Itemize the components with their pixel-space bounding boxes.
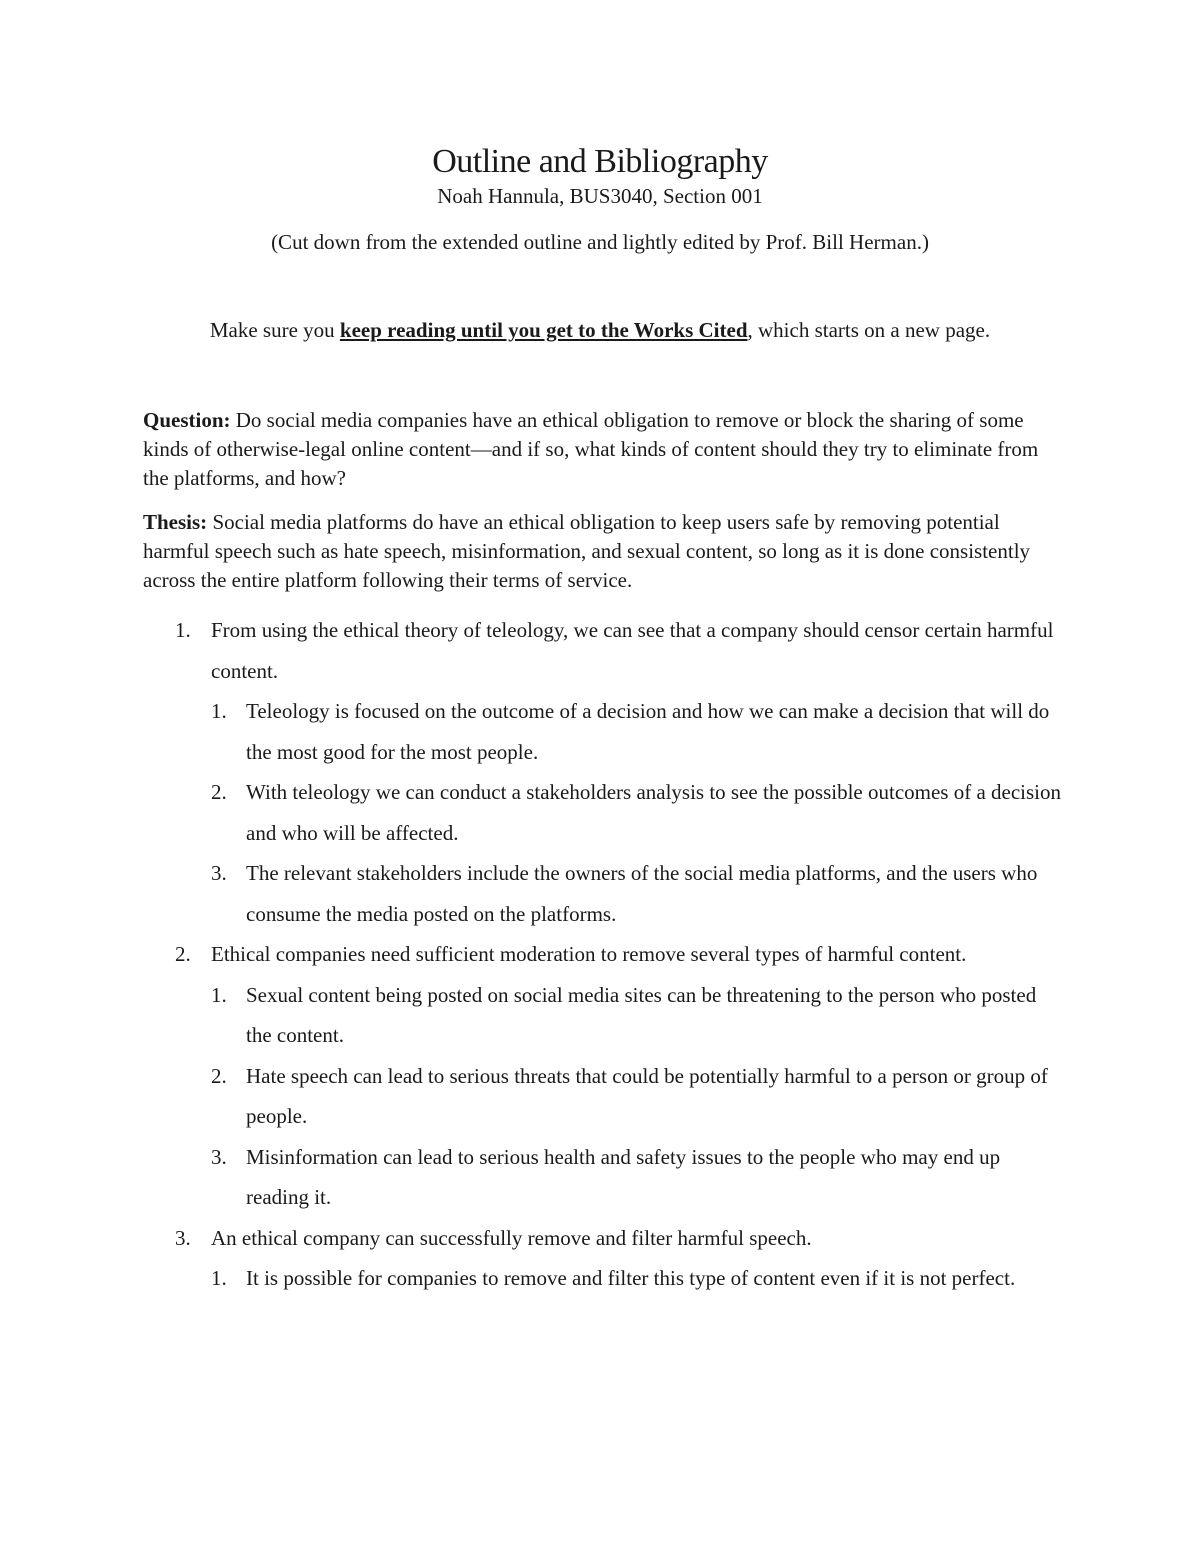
- question-text: Do social media companies have an ethical obligation to remove or block the sharing of some kinds of otherwise-legal online content—and if so, what kinds of content should they try to eliminate from the platforms, and how?: [143, 408, 1039, 490]
- question-label: Question:: [143, 408, 231, 432]
- outline-subitem: [143, 1137, 1063, 1218]
- thesis-label: Thesis:: [143, 510, 208, 534]
- outline-subitem-number: 1.: [211, 1266, 227, 1290]
- outline-subitem-number: 2.: [211, 780, 227, 804]
- outline-subitem: [143, 853, 1063, 934]
- outline-item-text: Ethical companies need sufficient moderation to remove several types of harmful content.: [211, 942, 967, 966]
- outline-subitem: [143, 1258, 1063, 1299]
- reminder-before: Make sure you: [209, 318, 340, 342]
- outline-subitem-number: 2.: [211, 1063, 227, 1088]
- outline-subitem-text: The relevant stakeholders include the owners of the social media platforms, and the users who consume the media posted on the platforms.: [246, 861, 1038, 926]
- outline-subitem-text: Misinformation can lead to serious health and safety issues to the people who may end up reading it.: [246, 1144, 1001, 1209]
- outline-subitem-text: It is possible for companies to remove and filter this type of content even if it is not perfect.: [246, 1266, 1016, 1290]
- outline-subitem: [143, 691, 1063, 772]
- outline-item-number: 2.: [175, 942, 191, 966]
- outline-subitem-text: Hate speech can lead to serious threats that could be potentially harmful to a person or group of people.: [246, 1063, 1048, 1128]
- outline-subitem-text: Teleology is focused on the outcome of a decision and how we can make a decision that will do the most good for the most people.: [246, 699, 1050, 764]
- outline-item-text: An ethical company can successfully remove and filter harmful speech.: [211, 1225, 812, 1250]
- author-line: Noah Hannula, BUS3040, Section 001: [437, 184, 763, 208]
- outline-item-text: From using the ethical theory of teleology, we can see that a company should censor certain harmful content.: [211, 618, 1054, 683]
- editor-note: (Cut down from the extended outline and lightly edited by Prof. Bill Herman.): [271, 230, 929, 254]
- outline-subitem-number: 1.: [211, 699, 227, 723]
- outline-subitem-number: 3.: [211, 1144, 227, 1169]
- document-title: Outline and Bibliography: [432, 143, 768, 180]
- outline-subitem: [143, 772, 1063, 853]
- thesis-paragraph: [143, 508, 1063, 595]
- outline-item: [143, 1218, 1063, 1259]
- outline-subitem-number: 1.: [211, 982, 227, 1007]
- outline-item-number: 1.: [175, 618, 191, 642]
- outline-list: [143, 610, 1063, 1299]
- outline-subitem: [143, 1056, 1063, 1137]
- outline-item: [143, 610, 1063, 691]
- reminder-after: , which starts on a new page.: [747, 318, 991, 342]
- outline-subitem-text: With teleology we can conduct a stakeholders analysis to see the possible outcomes of a decision and who will be affected.: [246, 780, 1062, 845]
- outline-subitem-number: 3.: [211, 861, 227, 885]
- reading-reminder: [0, 316, 1200, 344]
- question-paragraph: [143, 406, 1063, 493]
- outline-subitem-text: Sexual content being posted on social media sites can be threatening to the person who posted the content.: [246, 982, 1037, 1047]
- outline-subitem: [143, 975, 1063, 1056]
- outline-item: [143, 934, 1063, 975]
- reminder-emphasis: keep reading until you get to the Works Cited: [339, 318, 748, 342]
- outline-item-number: 3.: [175, 1225, 191, 1250]
- thesis-text: Social media platforms do have an ethical obligation to keep users safe by removing potential harmful speech such as hate speech, misinformation, and sexual content, so long as it is done consistently across the entire platform following their terms of service.: [143, 510, 1031, 592]
